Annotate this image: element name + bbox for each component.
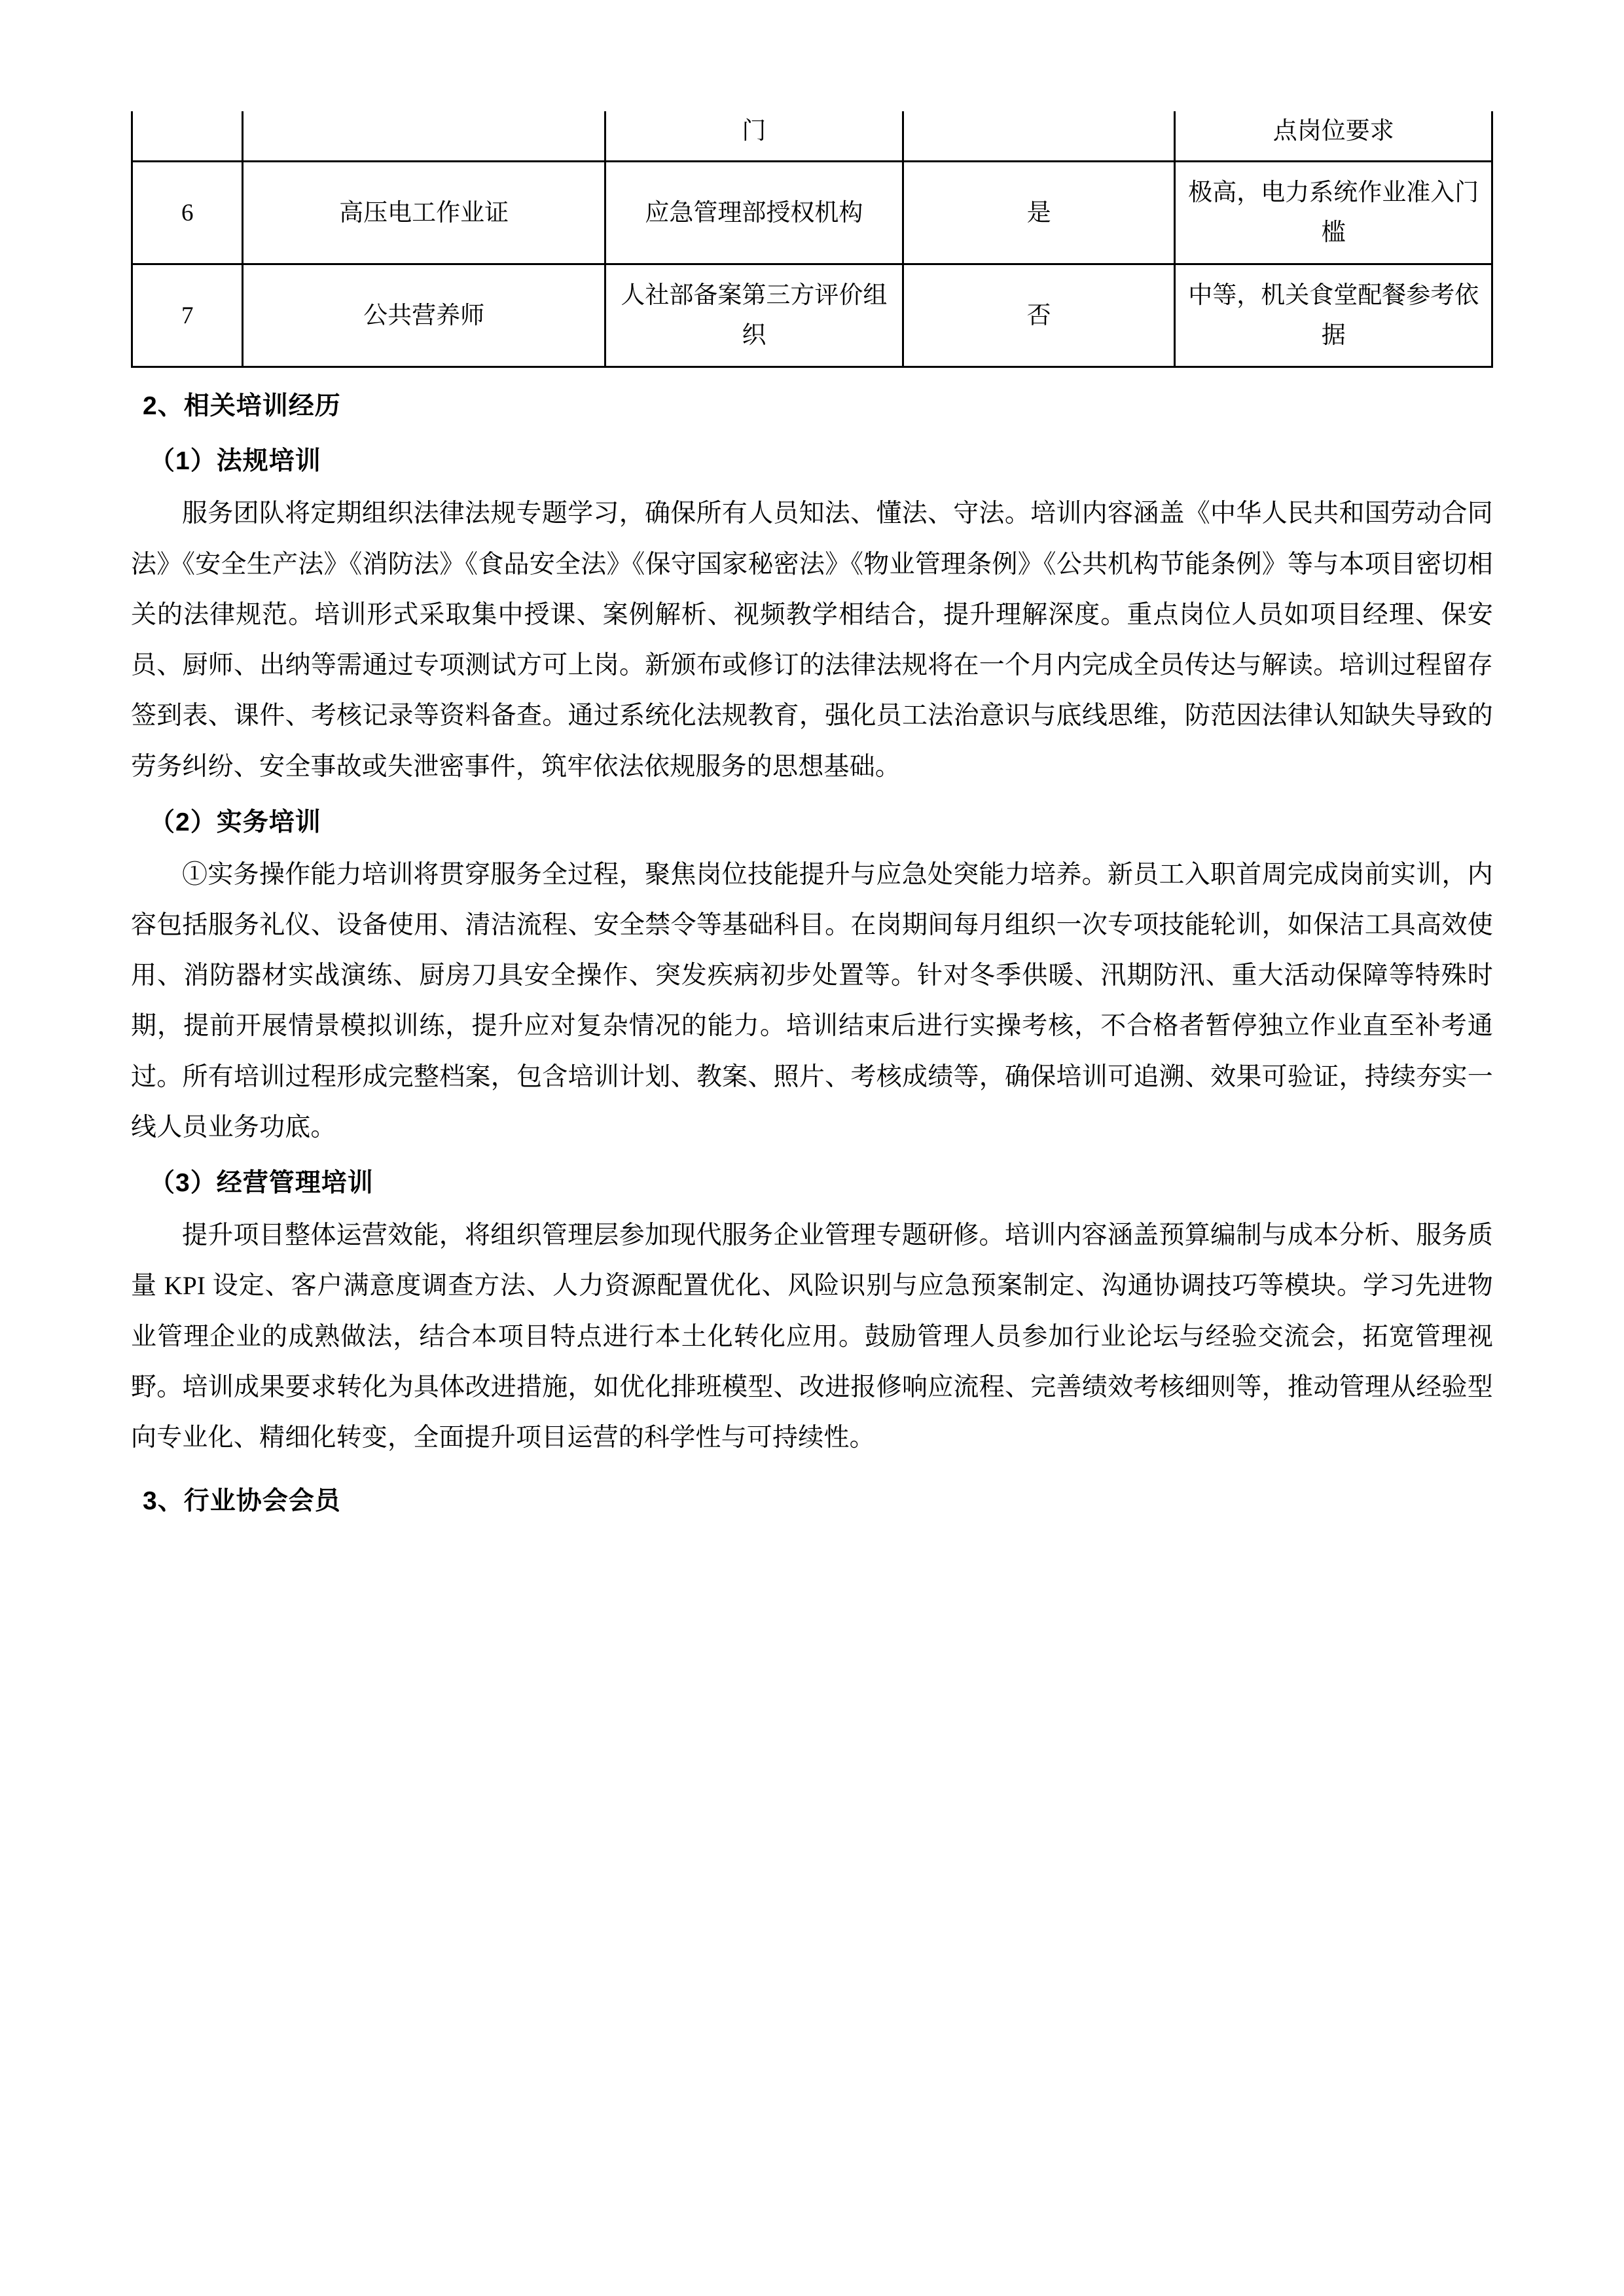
paragraph-management-training: 提升项目整体运营效能，将组织管理层参加现代服务企业管理专题研修。培训内容涵盖预算编制与成本分析、服务质量 KPI 设定、客户满意度调查方法、人力资源配置优化、风险识别与应急预案制定、沟通协调技巧等模块。学习先进物业管理企业的成熟做法，结合本项目特点进行本土化转化应用。鼓励管理人员参加行业论坛与经验交流会，拓宽管理视野。培训成果要求转化为具体改进措施，如优化排班模型、改进报修响应流程、完善绩效考核细则等，推动管理从经验型向专业化、精细化转变，全面提升项目运营的科学性与可持续性。: [131, 1221, 1493, 1452]
cell-must: 否: [903, 264, 1175, 367]
cell-org: 应急管理部授权机构: [605, 162, 903, 264]
certificate-table: [131, 111, 1493, 368]
cell-req-partial: 点岗位要求: [1175, 111, 1492, 162]
subsection-regulation-training: [149, 437, 1493, 486]
section-heading-training: 2、相关培训经历: [143, 392, 341, 421]
cell-must-partial: [903, 111, 1175, 162]
table-row-partial: [132, 111, 1492, 162]
table-row: [132, 264, 1492, 367]
cell-name: 高压电工作业证: [243, 162, 605, 264]
subsection-heading-regulation: （1）法规培训: [149, 447, 321, 476]
subsection-heading-practical: （2）实务培训: [149, 808, 321, 836]
cell-requirement: 极高，电力系统作业准入门槛: [1175, 162, 1492, 264]
cell-org-partial: 门: [605, 111, 903, 162]
subsection-heading-management: （3）经营管理培训: [149, 1169, 374, 1198]
cell-name: 公共营养师: [243, 264, 605, 367]
cell-no: 7: [132, 264, 243, 367]
section-heading-association: 3、行业协会会员: [143, 1487, 341, 1516]
table-row: [132, 162, 1492, 264]
cell-requirement: 中等，机关食堂配餐参考依据: [1175, 264, 1492, 367]
subsection-practical-training: [149, 798, 1493, 847]
paragraph-regulation-training: 服务团队将定期组织法律法规专题学习，确保所有人员知法、懂法、守法。培训内容涵盖《中华人民共和国劳动合同法》《安全生产法》《消防法》《食品安全法》《保守国家秘密法》《物业管理条例》《公共机构节能条例》等与本项目密切相关的法律规范。培训形式采取集中授课、案例解析、视频教学相结合，提升理解深度。重点岗位人员如项目经理、保安员、厨师、出纳等需通过专项测试方可上岗。新颁布或修订的法律法规将在一个月内完成全员传达与解读。培训过程留存签到表、课件、考核记录等资料备查。通过系统化法规教育，强化员工法治意识与底线思维，防范因法律认知缺失导致的劳务纠纷、安全事故或失泄密事件，筑牢依法依规服务的思想基础。: [131, 499, 1493, 781]
cell-org: 人社部备案第三方评价组织: [605, 264, 903, 367]
subsection-management-training: [149, 1159, 1493, 1208]
cell-no: 6: [132, 162, 243, 264]
paragraph-practical-training: ①实务操作能力培训将贯穿服务全过程，聚焦岗位技能提升与应急处突能力培养。新员工入职首周完成岗前实训，内容包括服务礼仪、设备使用、清洁流程、安全禁令等基础科目。在岗期间每月组织一次专项技能轮训，如保洁工具高效使用、消防器材实战演练、厨房刀具安全操作、突发疾病初步处置等。针对冬季供暖、汛期防汛、重大活动保障等特殊时期，提前开展情景模拟训练，提升应对复杂情况的能力。培训结束后进行实操考核，不合格者暂停独立作业直至补考通过。所有培训过程形成完整档案，包含培训计划、教案、照片、考核成绩等，确保培训可追溯、效果可验证，持续夯实一线人员业务功底。: [131, 860, 1493, 1141]
cell-must: 是: [903, 162, 1175, 264]
cell-no-partial: [132, 111, 243, 162]
cell-name-partial: [243, 111, 605, 162]
section-training: [143, 382, 1493, 431]
section-association-membership: [143, 1477, 1493, 1526]
